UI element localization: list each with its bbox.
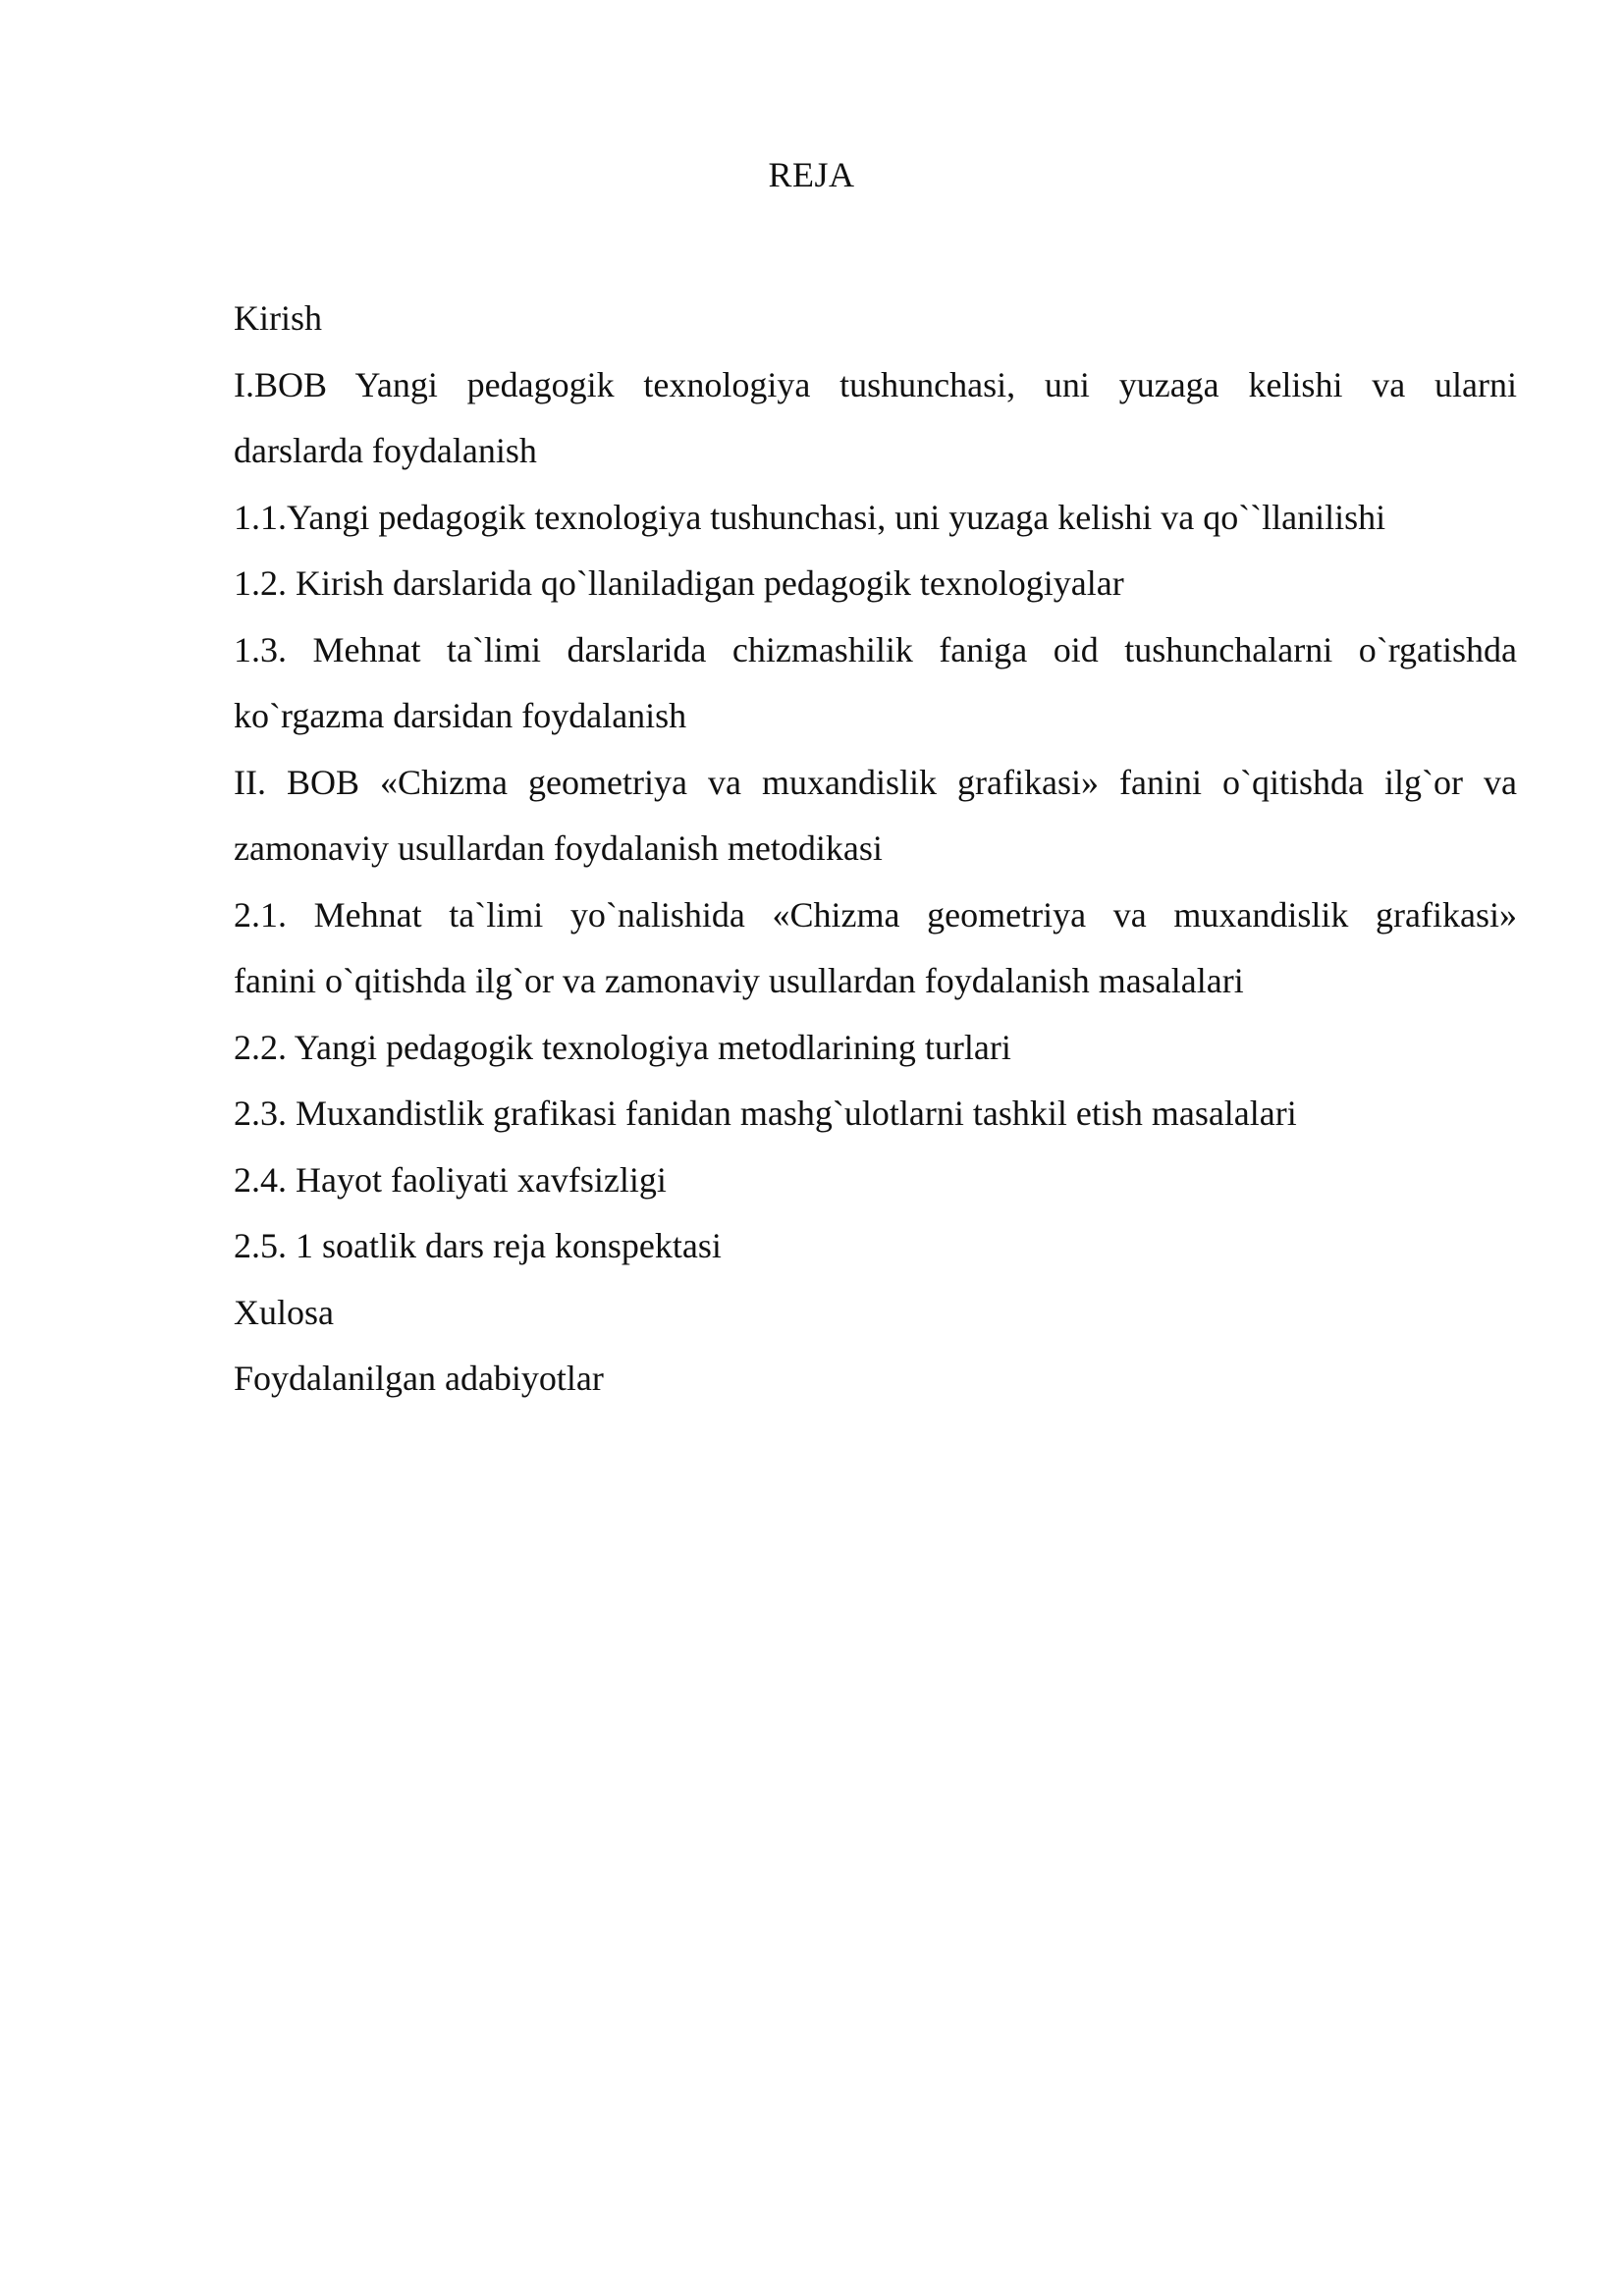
toc-line: Xulosa (234, 1292, 334, 1332)
toc-line: I.BOB Yangi pedagogik texnologiya tushunchasi, uni yuzaga kelishi va ularni (234, 364, 1517, 404)
toc-line: zamonaviy usullardan foydalanish metodikasi (234, 828, 883, 868)
toc-line: Foydalanilgan adabiyotlar (234, 1359, 604, 1398)
toc-line: 1.1.Yangi pedagogik texnologiya tushunchasi, uni yuzaga kelishi va qo``llanilishi (234, 497, 1386, 537)
toc-line: II. BOB «Chizma geometriya va muxandislik grafikasi» fanini o`qitishda ilg`or va (234, 762, 1517, 802)
toc-line: 1.3. Mehnat ta`limi darslarida chizmashilik faniga oid tushunchalarni o`rgatishda (234, 629, 1517, 669)
toc-line: 2.5. 1 soatlik dars reja konspektasi (234, 1226, 722, 1265)
page-title: REJA (768, 155, 855, 194)
toc-line: 2.1. Mehnat ta`limi yo`nalishida «Chizma geometriya va muxandislik grafikasi» (234, 894, 1517, 934)
toc-line: Kirish (234, 298, 322, 338)
toc-line: 1.2. Kirish darslarida qo`llaniladigan pedagogik texnologiyalar (234, 563, 1124, 603)
toc-line: 2.2. Yangi pedagogik texnologiya metodlarining turlari (234, 1027, 1011, 1067)
toc-line: fanini o`qitishda ilg`or va zamonaviy usullardan foydalanish masalalari (234, 961, 1244, 1000)
toc-line: 2.4. Hayot faoliyati xavfsizligi (234, 1159, 667, 1200)
table-of-contents (234, 286, 1517, 1413)
toc-line: darslarda foydalanish (234, 431, 537, 470)
toc-line: 2.3. Muxandistlik grafikasi fanidan mashg`ulotlarni tashkil etish masalalari (234, 1094, 1297, 1133)
toc-line: ko`rgazma darsidan foydalanish (234, 696, 687, 735)
